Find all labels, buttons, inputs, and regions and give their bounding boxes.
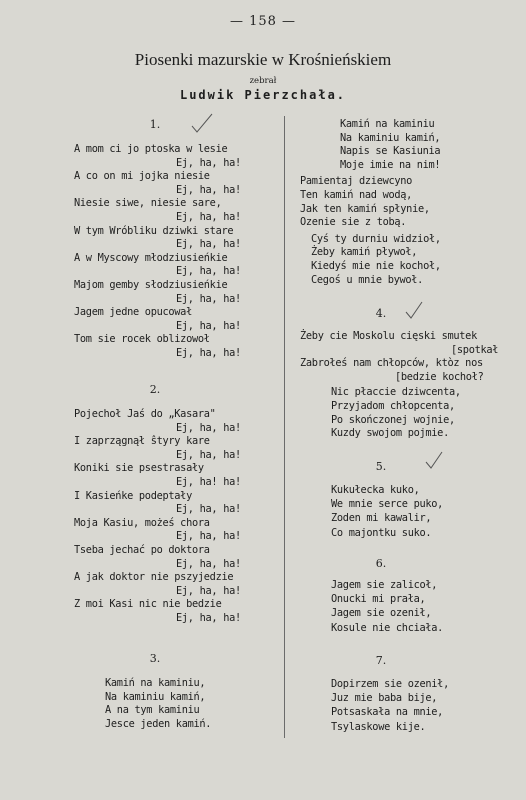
verse-line: Co majontku suko. bbox=[331, 526, 432, 539]
verse-line: Ej, ha, ha! bbox=[176, 503, 241, 516]
verse-line: Majom gemby słodziusieńkie bbox=[74, 279, 228, 291]
verse-line: Ej, ha, ha! bbox=[176, 612, 241, 624]
verse-line: Ten kamiń nad wodą, bbox=[300, 189, 413, 201]
verse-number: 7. bbox=[375, 654, 387, 667]
verse-line: Jagem sie ozenił, bbox=[331, 607, 432, 620]
verse-line: Żeby kamiń pływoł, bbox=[311, 246, 418, 259]
verse-line: A mom ci jo ptoska w lesie bbox=[74, 143, 228, 155]
verse-line: A jak doktor nie pszyjedzie bbox=[74, 571, 234, 584]
verse-line: Ej, ha, ha! bbox=[176, 265, 241, 278]
verse-line: Nic płaccie dziwcenta, bbox=[331, 386, 461, 399]
verse-line: We mnie serce puko, bbox=[331, 498, 444, 511]
verse-line: Jak ten kamiń spłynie, bbox=[300, 202, 430, 215]
collector-label: zebrał bbox=[249, 76, 277, 86]
verse-line: [spotkał bbox=[451, 343, 499, 356]
verse-line: A w Myscowy młodziusieńkie bbox=[74, 251, 228, 264]
verse-line: Kuzdy swojom pojmie. bbox=[331, 427, 449, 440]
verse-line: Onucki mi prała, bbox=[331, 593, 426, 606]
verse-line: Potsaskała na mnie, bbox=[331, 706, 444, 719]
verse-line: Ej, ha, ha! bbox=[176, 557, 241, 570]
verse-line: I Kasieńke podeptały bbox=[74, 489, 192, 502]
verse-line: Jagem sie zalicoł, bbox=[331, 579, 438, 591]
verse-line: Przyjadom chłopcenta, bbox=[331, 400, 455, 412]
verse-line: A na tym kaminiu bbox=[105, 704, 200, 717]
verse-line: Tom sie rocek oblizowoł bbox=[74, 333, 210, 346]
verse-line: Ej, ha, ha! bbox=[176, 530, 241, 543]
verse-line: Kamiń na kaminiu, bbox=[105, 677, 206, 689]
verse-line: W tym Wróbliku dziwki stare bbox=[74, 224, 234, 237]
verse-line: Po skończonej wojnie, bbox=[331, 413, 455, 426]
verse-line: Ej, ha, ha! bbox=[176, 347, 241, 359]
verse-line: Napis se Kasiunia bbox=[340, 145, 441, 158]
verse-line: Moja Kasiu, możeś chora bbox=[74, 516, 210, 529]
verse-number: 2. bbox=[149, 383, 161, 396]
verse-line: Ej, ha, ha! bbox=[176, 448, 241, 461]
verse-line: Ej, ha, ha! bbox=[176, 292, 241, 305]
verse-line: A co on mi jojka niesie bbox=[74, 170, 210, 183]
verse-line: Ej, ha, ha! bbox=[176, 156, 241, 169]
verse-line: Na kaminiu kamiń, bbox=[105, 690, 206, 703]
verse-line: Tseba jechać po doktora bbox=[74, 544, 210, 556]
verse-line: Ej, ha, ha! bbox=[176, 421, 241, 434]
verse-number: 3. bbox=[149, 652, 161, 665]
verse-line: Juz mie baba bije, bbox=[331, 692, 438, 705]
verse-line: Zabrołeś nam chłopców, ktòz nos bbox=[300, 357, 483, 370]
verse-line: Tsylaskowe kije. bbox=[331, 720, 426, 733]
column-divider bbox=[284, 116, 285, 738]
verse-line: Kamiń na kaminiu bbox=[340, 118, 435, 130]
verse-line: Niesie siwe, niesie sare, bbox=[74, 197, 222, 210]
verse-line: Jagem jedne opucował bbox=[74, 306, 192, 319]
verse-line: Z moi Kasi nic nie bedzie bbox=[74, 598, 222, 611]
verse-line: Ej, ha, ha! bbox=[176, 238, 241, 251]
verse-line: Kiedyś mie nie kochoł, bbox=[311, 260, 441, 272]
verse-line: Cyś ty durniu widzioł, bbox=[311, 232, 441, 245]
author-name: Ludwik Pierzchała. bbox=[179, 88, 347, 102]
verse-line: Moje imie na nim! bbox=[340, 158, 441, 171]
verse-line: Kosule nie chciała. bbox=[331, 621, 444, 634]
page-number: — 158 — bbox=[229, 14, 297, 29]
verse-number: 4. bbox=[375, 307, 387, 320]
verse-line: I zaprzągnął ŝtyry kare bbox=[74, 435, 210, 448]
verse-line: [bedzie kochoł? bbox=[395, 370, 484, 383]
page-title: Piosenki mazurskie w Krośnieńskiem bbox=[134, 50, 392, 69]
pencil-check-mark-icon bbox=[190, 112, 214, 134]
verse-line: Zoden mi kawalir, bbox=[331, 512, 432, 525]
verse-line: Ozenie sie z tobą. bbox=[300, 216, 407, 229]
pencil-check-mark-icon bbox=[404, 300, 424, 320]
pencil-check-mark-icon bbox=[424, 450, 444, 470]
verse-line: Ej, ha! ha! bbox=[176, 476, 241, 488]
verse-line: Pamientaj dziewcyno bbox=[300, 175, 413, 188]
verse-line: Ej, ha, ha! bbox=[176, 584, 241, 597]
verse-line: Ej, ha, ha! bbox=[176, 183, 241, 196]
verse-line: Cegoś u mnie bywoł. bbox=[311, 273, 424, 286]
verse-line: Kukułecka kuko, bbox=[331, 484, 420, 496]
verse-line: Żeby cie Moskolu cięski smutek bbox=[300, 330, 477, 342]
verse-line: Ej, ha, ha! bbox=[176, 319, 241, 332]
verse-line: Koniki sie psestrasały bbox=[74, 462, 204, 475]
verse-number: 5. bbox=[375, 460, 387, 473]
verse-line: Dopirzem sie ozenił, bbox=[331, 678, 449, 690]
verse-line: Ej, ha, ha! bbox=[176, 211, 241, 223]
verse-number: 6. bbox=[375, 557, 387, 570]
verse-line: Na kaminiu kamiń, bbox=[340, 131, 441, 144]
verse-line: Pojechoł Jaś do „Kasara" bbox=[74, 408, 216, 420]
verse-line: Jesce jeden kamiń. bbox=[105, 717, 212, 730]
verse-number: 1. bbox=[149, 118, 161, 131]
